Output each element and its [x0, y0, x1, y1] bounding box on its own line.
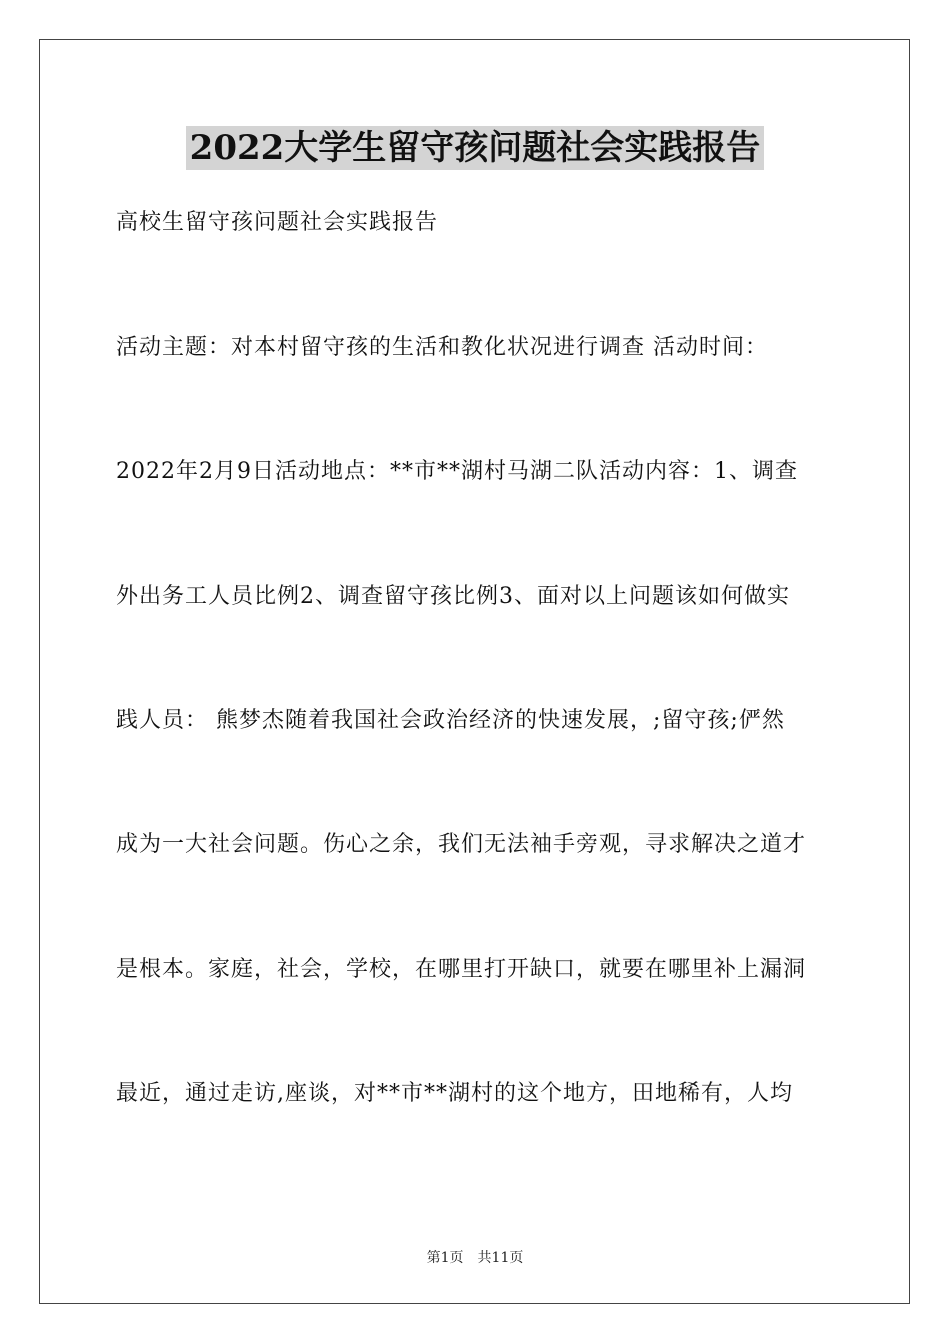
page-number: 第1页 [426, 1250, 464, 1266]
document-title: 2022大学生留守孩问题社会实践报告 [186, 126, 765, 170]
page-total: 共11页 [477, 1250, 524, 1266]
document-title-wrapper [0, 126, 950, 170]
body-line-2: 活动主题：对本村留守孩的生活和教化状况进行调查 活动时间： [116, 335, 768, 360]
body-line-5: 践人员： 熊梦杰随着我国社会政治经济的快速发展，;留守孩;俨然 [116, 708, 785, 733]
body-line-3: 2022年2月9日活动地点：**市**湖村马湖二队活动内容：1、调查 [116, 459, 798, 484]
body-line-4: 外出务工人员比例2、调查留守孩比例3、面对以上问题该如何做实 [116, 584, 790, 609]
page-footer [0, 1248, 950, 1268]
body-line-6: 成为一大社会问题。伤心之余，我们无法袖手旁观，寻求解决之道才 [116, 832, 807, 857]
body-line-8: 最近，通过走访,座谈，对**市**湖村的这个地方，田地稀有，人均 [116, 1081, 793, 1106]
body-line-7: 是根本。家庭，社会，学校，在哪里打开缺口，就要在哪里补上漏洞 [116, 957, 807, 982]
body-line-1: 高校生留守孩问题社会实践报告 [116, 210, 439, 235]
